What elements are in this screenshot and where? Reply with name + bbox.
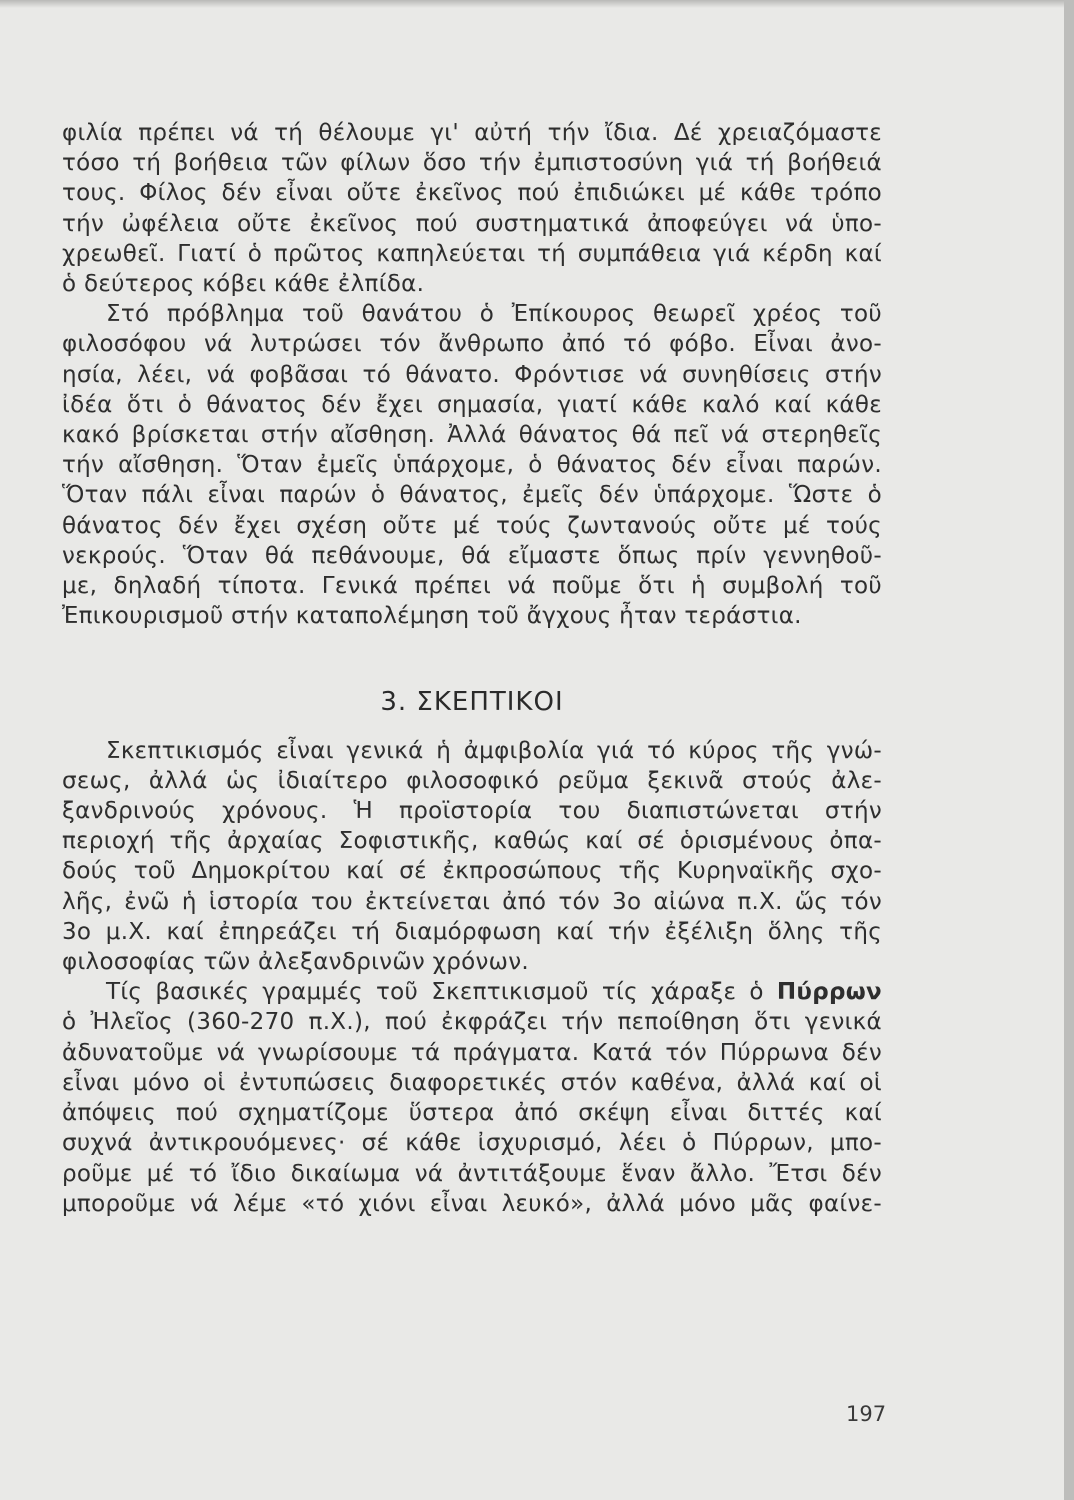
page-text <box>62 118 882 1219</box>
page-number: 197 <box>846 1402 887 1426</box>
text-line: ροῦμε μέ τό ἴδιο δικαίωμα νά ἀντιτάξουμε ἕναν ἄλλο. Ἔτσι δέν <box>62 1160 882 1187</box>
text-line: Ὅταν πάλι εἶναι παρών ὁ θάνατος, ἐμεῖς δέν ὑπάρχομε. Ὥστε ὁ <box>62 482 882 509</box>
paragraph-skepticism <box>62 736 882 978</box>
text-line: σεως, ἀλλά ὡς ἰδιαίτερο φιλοσοφικό ρεῦμα ξεκινᾶ στούς ἀλε- <box>62 767 882 794</box>
text-line <box>62 977 882 1007</box>
text-line: ὁ δεύτερος κόβει κάθε ἐλπίδα. <box>62 271 425 298</box>
text-line: δούς τοῦ Δημοκρίτου καί σέ ἐκπροσώπους τῆς Κυρηναϊκῆς σχο- <box>62 858 882 885</box>
text-fragment: Τίς βασικές γραμμές τοῦ Σκεπτικισμοῦ τίς χάραξε ὁ <box>106 979 777 1006</box>
text-line: Στό πρόβλημα τοῦ θανάτου ὁ Ἐπίκουρος θεωρεῖ χρέος τοῦ <box>106 301 882 328</box>
paragraph-pyrrho <box>62 977 882 1219</box>
text-line: Σκεπτικισμός εἶναι γενικά ἡ ἀμφιβολία γιά τό κύρος τῆς γνώ- <box>106 737 882 764</box>
text-line: χρεωθεῖ. Γιατί ὁ πρῶτος καπηλεύεται τή συμπάθεια γιά κέρδη καί <box>62 240 882 267</box>
text-line: λῆς, ἐνῶ ἡ ἱστορία του ἐκτείνεται ἀπό τόν 3ο αἰώνα π.Χ. ὥς τόν <box>62 888 882 915</box>
text-line: φιλοσοφίας τῶν ἀλεξανδρινῶν χρόνων. <box>62 949 529 976</box>
text-line: ἀδυνατοῦμε νά γνωρίσουμε τά πράγματα. Κατά τόν Πύρρωνα δέν <box>62 1039 882 1066</box>
text-line: τους. Φίλος δέν εἶναι οὔτε ἐκεῖνος πού ἐπιδιώκει μέ κάθε τρόπο <box>62 180 882 207</box>
text-line: περιοχή τῆς ἀρχαίας Σοφιστικῆς, καθώς καί σέ ὁρισμένους ὀπα- <box>62 828 882 855</box>
text-line: τήν αἴσθηση. Ὅταν ἐμεῖς ὑπάρχομε, ὁ θάνατος δέν εἶναι παρών. <box>62 452 882 479</box>
text-line: μποροῦμε νά λέμε «τό χιόνι εἶναι λευκό», ἀλλά μόνο μᾶς φαίνε- <box>62 1190 882 1217</box>
text-line: τήν ὠφέλεια οὔτε ἐκεῖνος πού συστηματικά ἀποφεύγει νά ὑπο- <box>62 210 882 237</box>
text-line: ἀπόψεις πού σχηματίζομε ὕστερα ἀπό σκέψη εἶναι διττές καί <box>62 1100 882 1127</box>
text-line: θάνατος δέν ἔχει σχέση οὔτε μέ τούς ζωντανούς οὔτε μέ τούς <box>62 512 882 539</box>
text-line: φιλία πρέπει νά τή θέλουμε γι' αὐτή τήν ἴδια. Δέ χρειαζόμαστε <box>62 120 882 146</box>
paragraph-friendship <box>62 118 882 299</box>
section-heading: 3. ΣΚΕΠΤΙΚΟΙ <box>380 687 564 718</box>
text-line: εἶναι μόνο οἱ ἐντυπώσεις διαφορετικές στόν καθένα, ἀλλά καί οἱ <box>62 1069 882 1096</box>
text-line: ησία, λέει, νά φοβᾶσαι τό θάνατο. Φρόντισε νά συνηθίσεις στήν <box>62 361 882 388</box>
paragraph-death <box>62 299 882 631</box>
text-line: ξανδρινούς χρόνους. Ἡ προϊστορία του διαπιστώνεται στήν <box>62 798 882 825</box>
bold-name: Πύρρων <box>776 979 882 1006</box>
text-line: ἰδέα ὅτι ὁ θάνατος δέν ἔχει σημασία, γιατί κάθε καλό καί κάθε <box>62 391 882 418</box>
text-line: φιλοσόφου νά λυτρώσει τόν ἄνθρωπο ἀπό τό φόβο. Εἶναι ἀνο- <box>62 331 882 358</box>
text-line: ὁ Ἠλεῖος (360-270 π.Χ.), πού ἐκφράζει τήν πεποίθηση ὅτι γενικά <box>62 1009 882 1036</box>
text-line: κακό βρίσκεται στήν αἴσθηση. Ἀλλά θάνατος θά πεῖ νά στερηθεῖς <box>62 422 882 449</box>
text-line: συχνά ἀντικρουόμενες· σέ κάθε ἰσχυρισμό, λέει ὁ Πύρρων, μπο- <box>62 1130 882 1157</box>
text-line: νεκρούς. Ὅταν θά πεθάνουμε, θά εἴμαστε ὅπως πρίν γεννηθοῦ- <box>62 542 882 569</box>
text-line: με, δηλαδή τίποτα. Γενικά πρέπει νά ποῦμε ὅτι ἡ συμβολή τοῦ <box>62 573 882 600</box>
text-line: 3ο μ.Χ. καί ἐπηρεάζει τή διαμόρφωση καί τήν ἐξέλιξη ὅλης τῆς <box>62 918 882 945</box>
text-line: τόσο τή βοήθεια τῶν φίλων ὅσο τήν ἐμπιστοσύνη γιά τή βοήθειά <box>62 150 882 177</box>
text-line: Ἐπικουρισμοῦ στήν καταπολέμηση τοῦ ἄγχους ἦταν τεράστια. <box>62 603 802 630</box>
